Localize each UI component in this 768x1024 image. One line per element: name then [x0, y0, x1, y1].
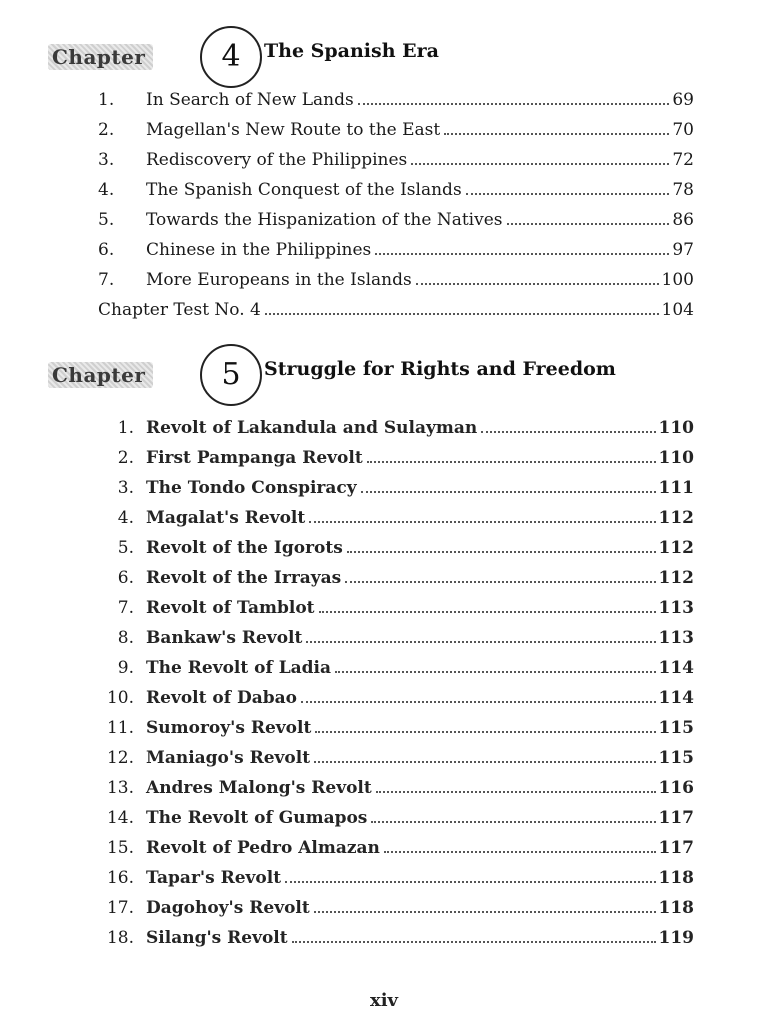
entry-title: First Pampanga Revolt [146, 448, 363, 468]
dot-leader [361, 491, 656, 493]
toc-entry[interactable] [98, 928, 694, 958]
entry-number: 15. [106, 838, 134, 858]
dot-leader [444, 133, 669, 135]
entry-page: 111 [658, 478, 694, 498]
toc-entry[interactable] [98, 808, 694, 838]
toc-entry[interactable] [98, 210, 694, 240]
entry-page: 78 [672, 180, 694, 200]
entry-page: 113 [658, 628, 694, 648]
entry-page: 112 [658, 568, 694, 588]
entry-title: The Revolt of Gumapos [146, 808, 368, 828]
chapter-number-circle: 4 [200, 26, 262, 88]
entry-title: The Spanish Conquest of the Islands [146, 180, 462, 200]
toc-entry[interactable] [98, 688, 694, 718]
entry-number: 9. [117, 658, 134, 678]
dot-leader [347, 551, 656, 553]
entry-number: 8. [117, 628, 134, 648]
entry-number: 2. [98, 120, 115, 140]
entry-number: 2. [117, 448, 134, 468]
entry-page: 112 [658, 538, 694, 558]
toc-entry[interactable] [98, 448, 694, 478]
entry-number: 17. [106, 898, 134, 918]
toc-entry[interactable] [98, 628, 694, 658]
entry-number: 16. [106, 868, 134, 888]
entry-number: 13. [106, 778, 134, 798]
page-number: xiv [369, 990, 399, 1011]
entry-title: Revolt of Lakandula and Sulayman [146, 418, 478, 438]
chapter-title: The Spanish Era [264, 40, 439, 62]
entry-title: Tapar's Revolt [146, 868, 282, 888]
toc-entry[interactable] [98, 478, 694, 508]
entry-number: 4. [98, 180, 115, 200]
dot-leader [285, 881, 655, 883]
toc-entry[interactable] [98, 270, 694, 300]
entry-page: 119 [658, 928, 694, 948]
entry-page: 97 [672, 240, 694, 260]
dot-leader [345, 581, 655, 583]
dot-leader [375, 253, 669, 255]
entry-title: Revolt of Tamblot [146, 598, 315, 618]
entry-title: Silang's Revolt [146, 928, 288, 948]
entry-page: 115 [658, 718, 694, 738]
entry-title: Sumoroy's Revolt [146, 718, 312, 738]
dot-leader [384, 851, 656, 853]
toc-entry[interactable] [98, 150, 694, 180]
entry-number: 12. [106, 748, 134, 768]
entry-page: 117 [658, 838, 694, 858]
entry-number: 18. [106, 928, 134, 948]
chapter-title: Struggle for Rights and Freedom [264, 358, 616, 380]
entry-number: 7. [117, 598, 134, 618]
entry-title: Andres Malong's Revolt [146, 778, 372, 798]
toc-entry[interactable] [98, 538, 694, 568]
toc-entry[interactable] [98, 120, 694, 150]
entry-title: Revolt of the Igorots [146, 538, 343, 558]
toc-entry[interactable] [98, 868, 694, 898]
entry-page: 100 [661, 270, 694, 290]
toc-entry[interactable] [98, 90, 694, 120]
entry-title: The Revolt of Ladia [146, 658, 332, 678]
dot-leader [335, 671, 655, 673]
entry-page: 115 [658, 748, 694, 768]
toc-entry[interactable] [98, 838, 694, 868]
dot-leader [376, 791, 656, 793]
entry-title: Towards the Hispanization of the Natives [146, 210, 503, 230]
toc-entry[interactable] [98, 568, 694, 598]
entry-title: Dagohoy's Revolt [146, 898, 310, 918]
toc-entry[interactable] [98, 240, 694, 270]
entry-title: Revolt of the Irrayas [146, 568, 342, 588]
dot-leader [319, 611, 656, 613]
chapter-test-entry[interactable] [98, 300, 694, 330]
entry-page: 118 [658, 868, 694, 888]
chapter-label: Chapter [48, 362, 153, 388]
entry-page: 70 [672, 120, 694, 140]
entry-number: 5. [117, 538, 134, 558]
entry-title: Magellan's New Route to the East [146, 120, 441, 140]
dot-leader [358, 103, 670, 105]
entry-number: 3. [98, 150, 115, 170]
entry-title: Revolt of Dabao [146, 688, 297, 708]
dot-leader [314, 761, 655, 763]
dot-leader [292, 941, 656, 943]
toc-entry[interactable] [98, 658, 694, 688]
toc-entry[interactable] [98, 418, 694, 448]
entry-number: 4. [117, 508, 134, 528]
dot-leader [367, 461, 656, 463]
entry-page: 86 [672, 210, 694, 230]
dot-leader [411, 163, 669, 165]
entry-title: Rediscovery of the Philippines [146, 150, 408, 170]
entry-title: Maniago's Revolt [146, 748, 311, 768]
entry-number: 1. [117, 418, 134, 438]
chapter-test-page: 104 [661, 300, 694, 320]
chapter-number-circle: 5 [200, 344, 262, 406]
entry-number: 3. [117, 478, 134, 498]
toc-entry[interactable] [98, 898, 694, 928]
dot-leader [466, 193, 670, 195]
entry-title: Magalat's Revolt [146, 508, 306, 528]
dot-leader [301, 701, 656, 703]
entry-page: 110 [658, 418, 694, 438]
dot-leader [507, 223, 670, 225]
dot-leader [306, 641, 655, 643]
toc-entry[interactable] [98, 508, 694, 538]
entry-title: Bankaw's Revolt [146, 628, 303, 648]
entry-number: 6. [117, 568, 134, 588]
dot-leader [416, 283, 659, 285]
entry-page: 110 [658, 448, 694, 468]
toc-entry[interactable] [98, 180, 694, 210]
entry-number: 10. [106, 688, 134, 708]
entry-number: 5. [98, 210, 115, 230]
entry-page: 113 [658, 598, 694, 618]
dot-leader [371, 821, 655, 823]
entry-page: 114 [658, 658, 694, 678]
chapter-test-title: Chapter Test No. 4 [98, 300, 261, 320]
entry-page: 114 [658, 688, 694, 708]
entry-number: 11. [106, 718, 134, 738]
entry-page: 116 [658, 778, 694, 798]
entry-title: Chinese in the Philippines [146, 240, 372, 260]
entry-page: 69 [672, 90, 694, 110]
dot-leader [265, 313, 659, 315]
entry-number: 1. [98, 90, 115, 110]
dot-leader [314, 911, 656, 913]
entry-title: In Search of New Lands [146, 90, 354, 110]
entry-number: 7. [98, 270, 115, 290]
entry-page: 112 [658, 508, 694, 528]
entry-title: The Tondo Conspiracy [146, 478, 357, 498]
entry-title: More Europeans in the Islands [146, 270, 412, 290]
dot-leader [481, 431, 655, 433]
entry-number: 6. [98, 240, 115, 260]
toc-entry[interactable] [98, 778, 694, 808]
chapter-label: Chapter [48, 44, 153, 70]
toc-entry[interactable] [98, 598, 694, 628]
entry-page: 72 [672, 150, 694, 170]
entry-number: 14. [106, 808, 134, 828]
dot-leader [309, 521, 655, 523]
entry-title: Revolt of Pedro Almazan [146, 838, 380, 858]
toc-entry[interactable] [98, 718, 694, 748]
entry-page: 118 [658, 898, 694, 918]
dot-leader [315, 731, 655, 733]
entry-page: 117 [658, 808, 694, 828]
toc-entry[interactable] [98, 748, 694, 778]
